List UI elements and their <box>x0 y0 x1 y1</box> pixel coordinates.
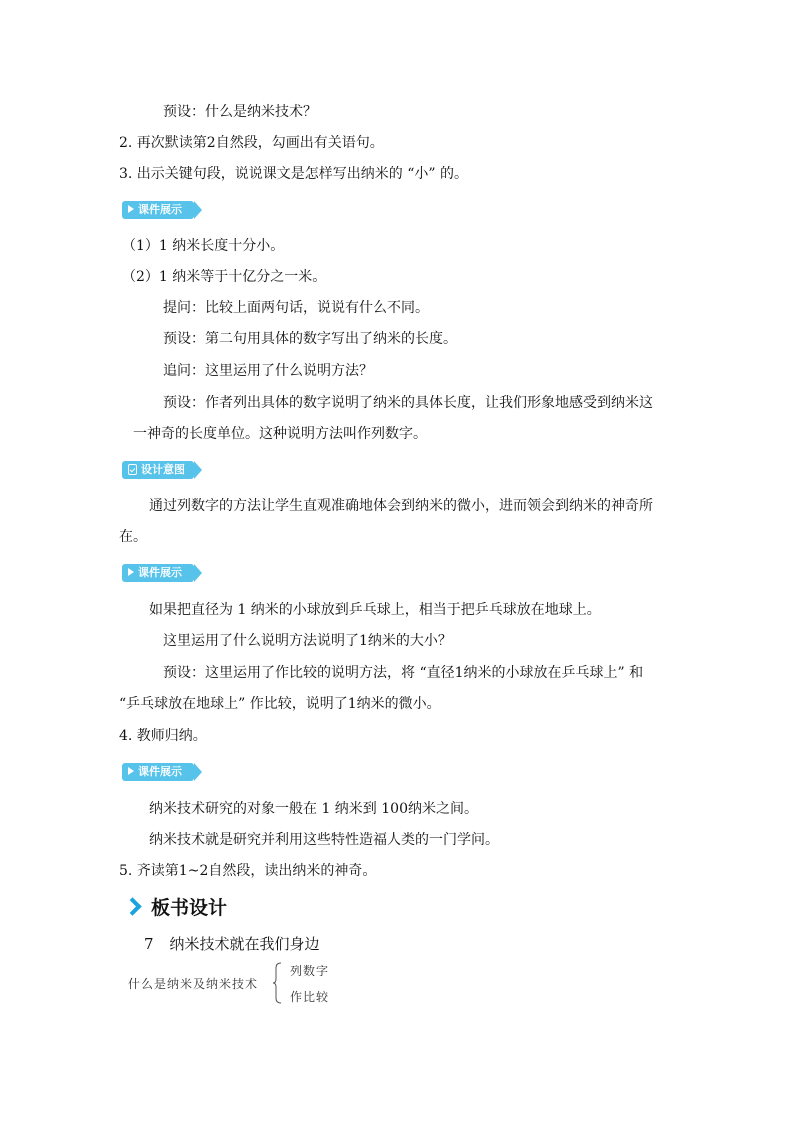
chevron-right-icon <box>123 897 141 915</box>
section-title-label: 板书设计 <box>151 897 228 919</box>
text-line: 5. 齐读第1~2自然段，读出纳米的神奇。 <box>119 863 377 879</box>
board-title <box>144 933 320 955</box>
text-line: （2）1 纳米等于十亿分之一米。 <box>122 269 327 285</box>
text-line: 如果把直径为 1 纳米的小球放到乒乓球上，相当于把乒乓球放在地球上。 <box>149 602 601 618</box>
courseware-tag <box>122 564 194 582</box>
text-line: 这里运用了什么说明方法说明了1纳米的大小？ <box>163 633 452 649</box>
text-line: 2. 再次默读第2自然段，勾画出有关语句。 <box>119 135 384 151</box>
board-right-label-1: 列数字 <box>290 964 330 978</box>
play-arrow-icon <box>128 767 134 775</box>
text-line: 纳米技术就是研究并利用这些特性造福人类的一门学问。 <box>149 832 499 848</box>
text-line: 预设：作者列出具体的数字说明了纳米的具体长度，让我们形象地感受到纳米这 <box>163 395 653 411</box>
text-line: 预设：这里运用了作比较的说明方法，将 “直径1纳米的小球放在乒乓球上” 和 <box>163 665 644 681</box>
text-line: “乒乓球放在地球上” 作比较，说明了1纳米的微小。 <box>119 696 441 712</box>
board-right-label-2: 作比较 <box>290 990 330 1004</box>
tag-tail <box>194 201 202 219</box>
board-number: 7 <box>144 935 154 953</box>
text-line: 3. 出示关键句段，说说课文是怎样写出纳米的 “小” 的。 <box>119 166 469 182</box>
board-title-label: 纳米技术就在我们身边 <box>169 935 320 953</box>
tag-tail <box>194 763 202 781</box>
courseware-tag <box>122 201 194 219</box>
brace-icon <box>272 962 282 1004</box>
text-line: 一神奇的长度单位。这种说明方法叫作列数字。 <box>133 426 427 442</box>
play-arrow-icon <box>128 568 134 576</box>
tag-tail <box>194 564 202 582</box>
clipboard-check-icon <box>128 464 137 475</box>
tag-label: 课件展示 <box>138 765 182 778</box>
section-title <box>124 896 227 920</box>
text-line: 通过列数字的方法让学生直观准确地体会到纳米的微小，进而领会到纳米的神奇所 <box>149 498 653 514</box>
tag-label: 设计意图 <box>141 463 185 476</box>
board-left-label: 什么是纳米及纳米技术 <box>128 977 259 991</box>
tag-label: 课件展示 <box>138 566 182 579</box>
design-intent-tag <box>122 461 194 479</box>
tag-tail <box>194 461 202 479</box>
text-line: 纳米技术研究的对象一般在 1 纳米到 100纳米之间。 <box>149 801 478 817</box>
text-line: （1）1 纳米长度十分小。 <box>122 238 285 254</box>
tag-label: 课件展示 <box>138 203 182 216</box>
text-line: 4. 教师归纳。 <box>119 728 207 744</box>
text-line: 预设：什么是纳米技术？ <box>163 104 317 120</box>
text-line: 追问：这里运用了什么说明方法？ <box>163 363 373 379</box>
play-arrow-icon <box>128 205 134 213</box>
text-line: 在。 <box>119 529 147 545</box>
text-line: 预设：第二句用具体的数字写出了纳米的长度。 <box>163 331 457 347</box>
text-line: 提问：比较上面两句话，说说有什么不同。 <box>163 300 429 316</box>
courseware-tag <box>122 763 194 781</box>
